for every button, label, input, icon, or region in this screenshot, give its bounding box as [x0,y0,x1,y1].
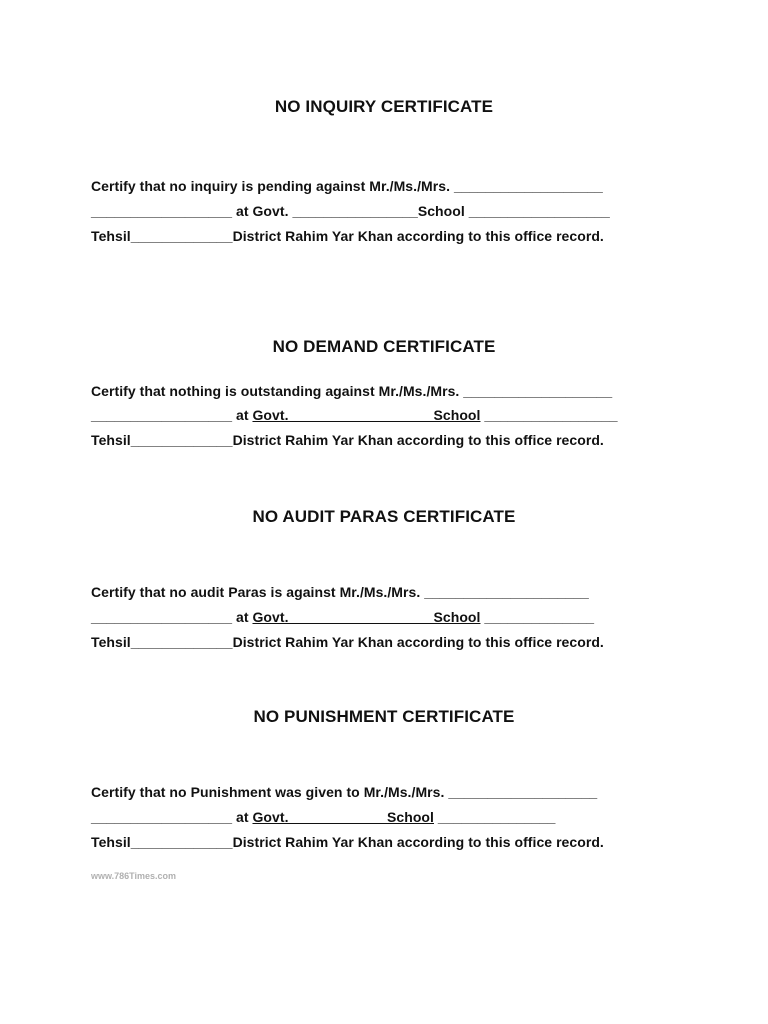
no-punishment-title: NO PUNISHMENT CERTIFICATE [253,707,515,726]
no-inquiry-line-3: Tehsil_____________District Rahim Yar Khan according to this office record. [91,228,604,244]
no-demand-title: NO DEMAND CERTIFICATE [272,337,496,356]
no-punishment-govt-school: Govt. School [252,809,434,825]
no-inquiry-title: NO INQUIRY CERTIFICATE [274,97,494,116]
no-inquiry-line-1: Certify that no inquiry is pending against Mr./Ms./Mrs. ___________________ [91,178,603,194]
watermark-text: www.786Times.com [91,871,177,881]
no-audit-paras-govt-school: Govt. __________________School [252,609,481,625]
no-demand-line-1: Certify that nothing is outstanding against Mr./Ms./Mrs. ___________________ [91,383,613,399]
no-punishment-line-2-pre: __________________ at [91,809,253,825]
no-audit-paras-line-3: Tehsil_____________District Rahim Yar Khan according to this office record. [91,634,604,650]
no-demand-line-3: Tehsil_____________District Rahim Yar Khan according to this office record. [91,432,604,448]
no-demand-line-2-pre: __________________ at [91,407,253,423]
no-inquiry-line-2: __________________ at Govt. ________________School __________________ [91,203,610,219]
no-demand-govt-school: Govt. __________________School [252,407,481,423]
no-punishment-line-1: Certify that no Punishment was given to Mr./Ms./Mrs. ___________________ [91,784,598,800]
no-audit-paras-line-2 [91,609,594,625]
no-audit-paras-line-2-post: ______________ [480,609,595,625]
no-audit-paras-line-2-pre: __________________ at [91,609,253,625]
no-demand-line-2 [91,407,618,423]
no-audit-paras-line-1: Certify that no audit Paras is against Mr./Ms./Mrs. _____________________ [91,584,589,600]
no-punishment-line-3: Tehsil_____________District Rahim Yar Khan according to this office record. [91,834,604,850]
no-audit-paras-title: NO AUDIT PARAS CERTIFICATE [252,507,516,526]
no-demand-line-2-post: _________________ [480,407,618,423]
no-punishment-line-2-post: _______________ [433,809,556,825]
no-punishment-line-2 [91,809,555,825]
